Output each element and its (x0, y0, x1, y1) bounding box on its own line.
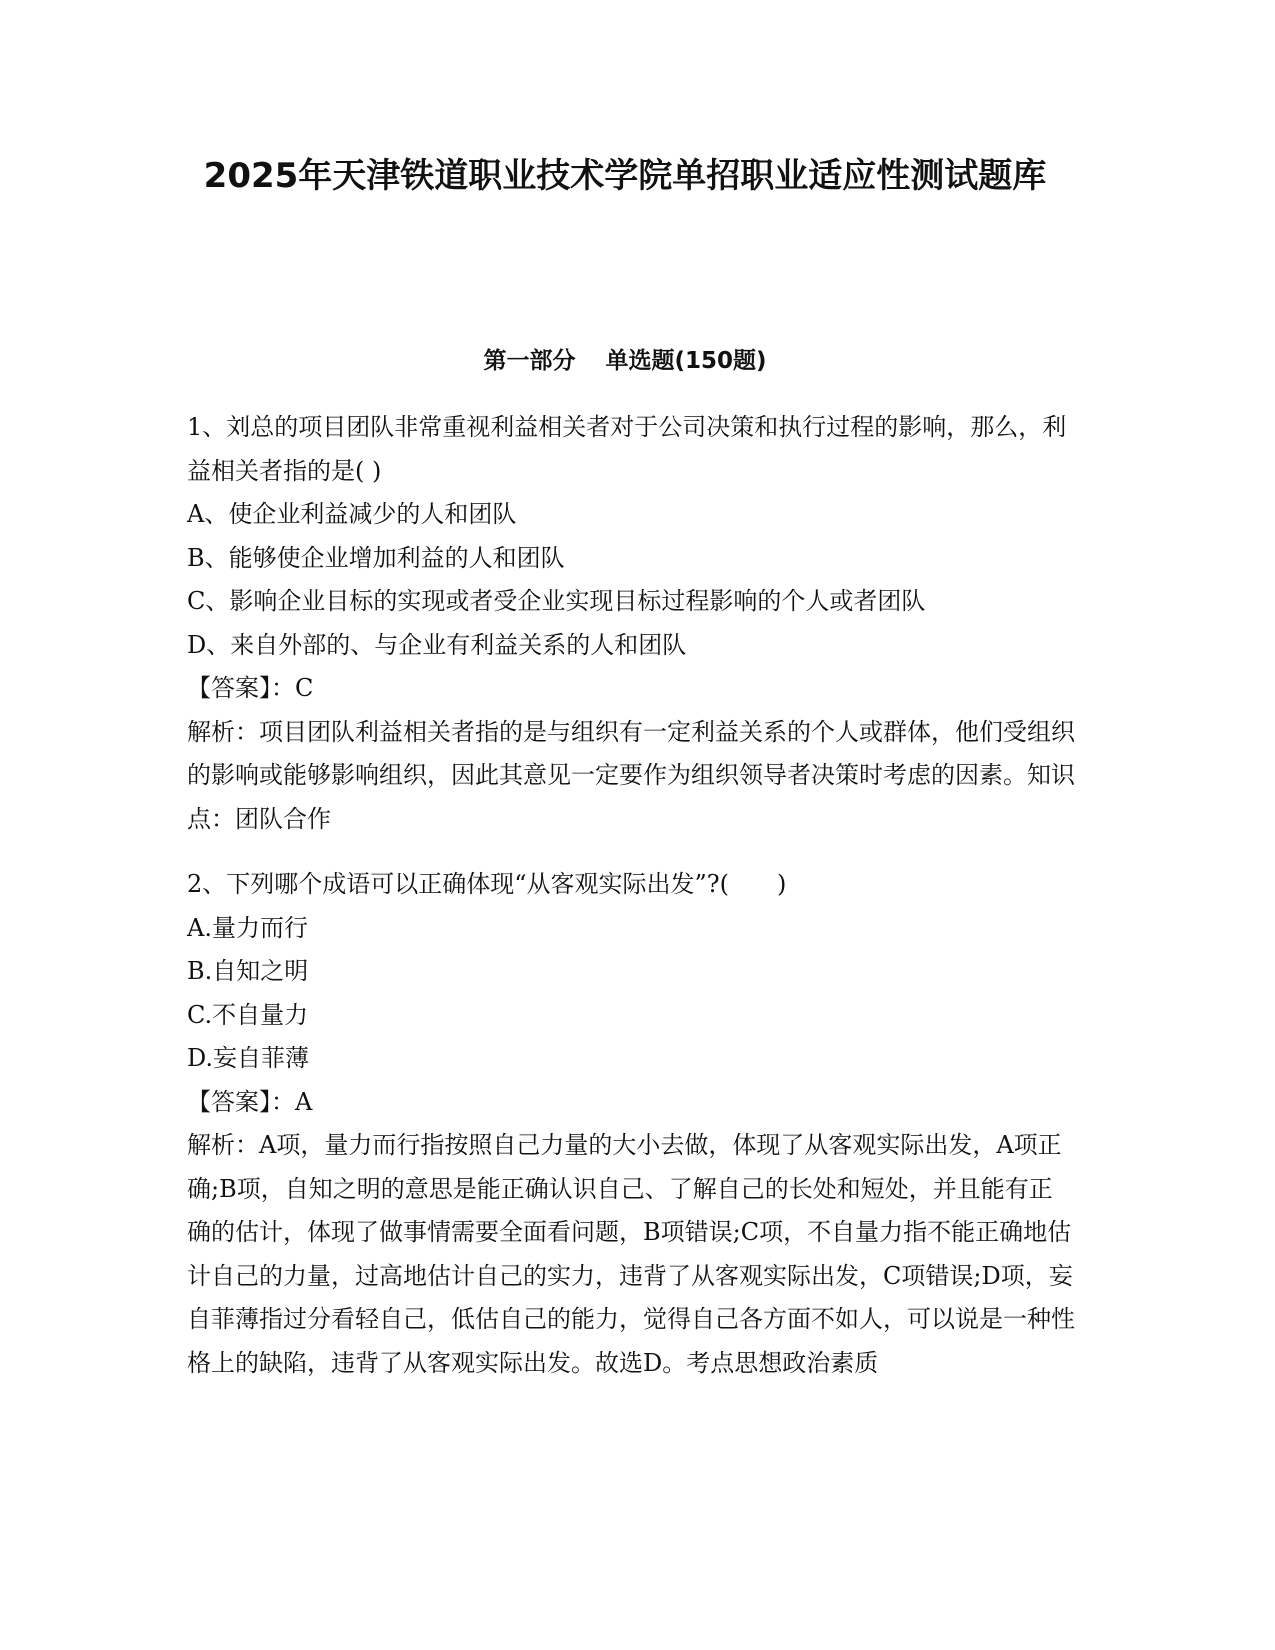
option-d: D、来自外部的、与企业有利益关系的人和团队 (187, 630, 687, 659)
question-2 (187, 863, 1075, 1385)
analysis-text: 解析：A项，量力而行指按照自己力量的大小去做，体现了从客观实际出发，A项正确;B项，自知之明的意思是能正确认识自己、了解自己的长处和短处，并且能有正确的估计，体现了做事情需要全面看问题，B项错误;C项，不自量力指不能正确地估计自己的力量，过高地估计自己的实力，违背了从客观实际出发，C项错误;D项，妄自菲薄指过分看轻自己，低估自己的能力，觉得自己各方面不如人，可以说是一种性格上的缺陷，违背了从客观实际出发。故选D。考点思想政治素质 (187, 1131, 1075, 1377)
option-c: C、影响企业目标的实现或者受企业实现目标过程影响的个人或者团队 (187, 587, 926, 615)
option-a: A、使企业利益减少的人和团队 (187, 500, 517, 528)
answer-value: C (295, 674, 314, 702)
section-part: 第一部分 (483, 348, 576, 374)
question-1 (187, 406, 1075, 841)
option-a: A.量力而行 (187, 913, 308, 942)
option-d: D.妄自菲薄 (187, 1044, 310, 1072)
option-b: B、能够使企业增加利益的人和团队 (187, 543, 565, 572)
answer-line (187, 1081, 1075, 1125)
question-stem: 2、下列哪个成语可以正确体现“从客观实际出发”?( ) (187, 870, 787, 898)
answer-value: A (295, 1087, 313, 1116)
document-title: 2025年天津铁道职业技术学院单招职业适应性测试题库 (203, 156, 1047, 196)
section-name: 单选题(150题) (605, 348, 767, 374)
answer-label: 【答案】： (187, 1087, 295, 1116)
analysis-text: 解析：项目团队利益相关者指的是与组织有一定利益关系的个人或群体，他们受组织的影响或能够影响组织，因此其意见一定要作为组织领导者决策时考虑的因素。知识点：团队合作 (187, 717, 1075, 833)
option-c: C.不自量力 (187, 1000, 309, 1029)
answer-line (187, 667, 1075, 711)
section-heading (180, 344, 1070, 378)
question-stem: 1、刘总的项目团队非常重视利益相关者对于公司决策和执行过程的影响，那么，利益相关者指的是( ) (187, 413, 1067, 485)
answer-label: 【答案】： (187, 674, 295, 702)
option-b: B.自知之明 (187, 957, 309, 985)
